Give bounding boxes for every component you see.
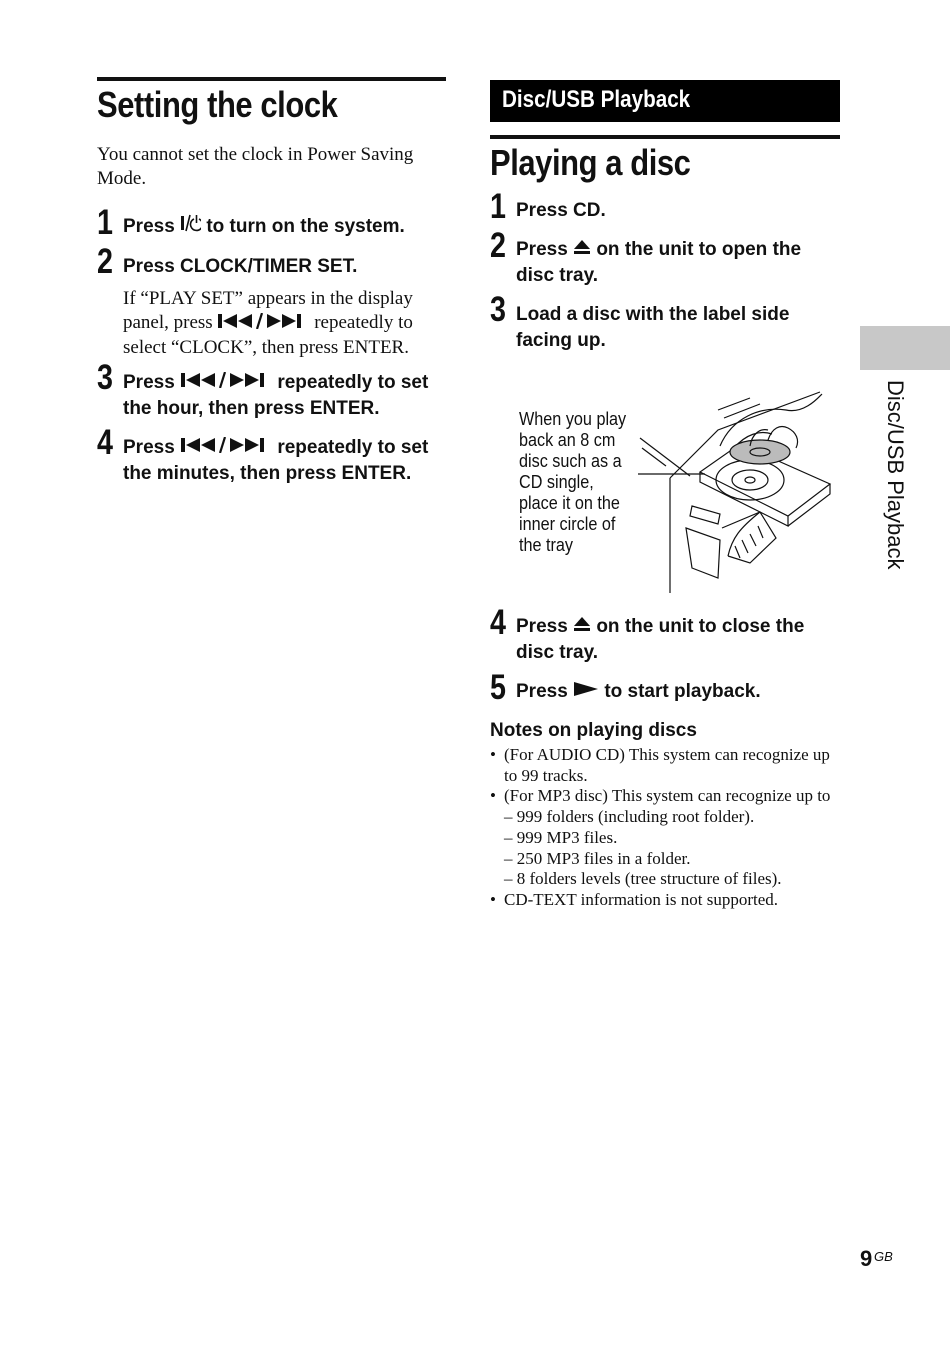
note-item: • CD-TEXT information is not supported. xyxy=(490,889,779,909)
step-number: 5 xyxy=(490,668,506,707)
notes-list xyxy=(490,745,840,911)
eject-icon xyxy=(573,614,591,640)
step-instruction: Press CD. xyxy=(516,200,606,221)
step-number: 4 xyxy=(490,603,506,642)
step-number: 1 xyxy=(490,187,506,226)
step-instruction: Press repeatedly to set the minutes, then press ENTER. xyxy=(123,435,446,487)
step-number: 4 xyxy=(97,423,113,462)
notes-heading: Notes on playing discs xyxy=(490,720,697,741)
side-tab-marker xyxy=(860,326,950,370)
side-tab-label: Disc/USB Playback xyxy=(883,380,908,570)
play-icon xyxy=(573,679,599,705)
step-number: 3 xyxy=(97,358,113,397)
intro-text: You cannot set the clock in Power Saving Mode. xyxy=(97,144,414,189)
note-item: • (For MP3 disc) This system can recognize up to – 999 folders (including root folder). – 999 MP3 files. – 250 MP3 files in a folder. – 8 folders levels (tree structure of files). xyxy=(490,786,840,890)
step-number: 1 xyxy=(97,203,113,242)
note-sub-item: – 8 folders levels (tree structure of files). xyxy=(504,869,782,889)
step-instruction: Press CLOCK/TIMER SET. xyxy=(123,256,358,277)
note-sub-item: – 999 folders (including root folder). xyxy=(504,807,755,827)
power-icon xyxy=(180,214,201,240)
page-title-playing-disc: Playing a disc xyxy=(490,142,691,183)
step-instruction: Press on the unit to close the disc tray. xyxy=(516,614,840,666)
step-number: 2 xyxy=(490,226,506,265)
step-instruction: Press repeatedly to set the hour, then press ENTER. xyxy=(123,370,446,422)
left-title-rule xyxy=(97,77,446,81)
eject-icon xyxy=(573,237,591,263)
step-instruction: Load a disc with the label side facing up. xyxy=(516,304,790,351)
section-band xyxy=(490,80,840,122)
page-number: 9 xyxy=(860,1246,873,1271)
prev-next-icon xyxy=(217,312,309,336)
step-number: 2 xyxy=(97,242,113,281)
page-language-suffix: GB xyxy=(874,1249,893,1264)
disc-tray-illustration xyxy=(600,388,840,593)
right-title-rule xyxy=(490,135,840,139)
step-instruction: Press to start playback. xyxy=(516,679,840,705)
section-band-label: Disc/USB Playback xyxy=(502,86,691,113)
step-instruction: Press on the unit to open the disc tray. xyxy=(516,237,840,289)
step-instruction: Press to turn on the system. xyxy=(123,214,446,240)
note-sub-item: – 250 MP3 files in a folder. xyxy=(504,848,691,868)
prev-next-icon xyxy=(180,435,272,461)
note-item: • (For AUDIO CD) This system can recognize up to 99 tracks. xyxy=(490,745,830,785)
prev-next-icon xyxy=(180,370,272,396)
illustration-caption: When you play back an 8 cm disc such as a CD single, place it on the inner circle of the tray xyxy=(519,409,627,555)
note-sub-item: – 999 MP3 files. xyxy=(504,827,618,847)
step-detail: If “PLAY SET” appears in the display panel, press repeatedly to select “CLOCK”, then press ENTER. xyxy=(123,288,413,358)
page-title-setting-clock: Setting the clock xyxy=(97,84,338,125)
step-number: 3 xyxy=(490,290,506,329)
